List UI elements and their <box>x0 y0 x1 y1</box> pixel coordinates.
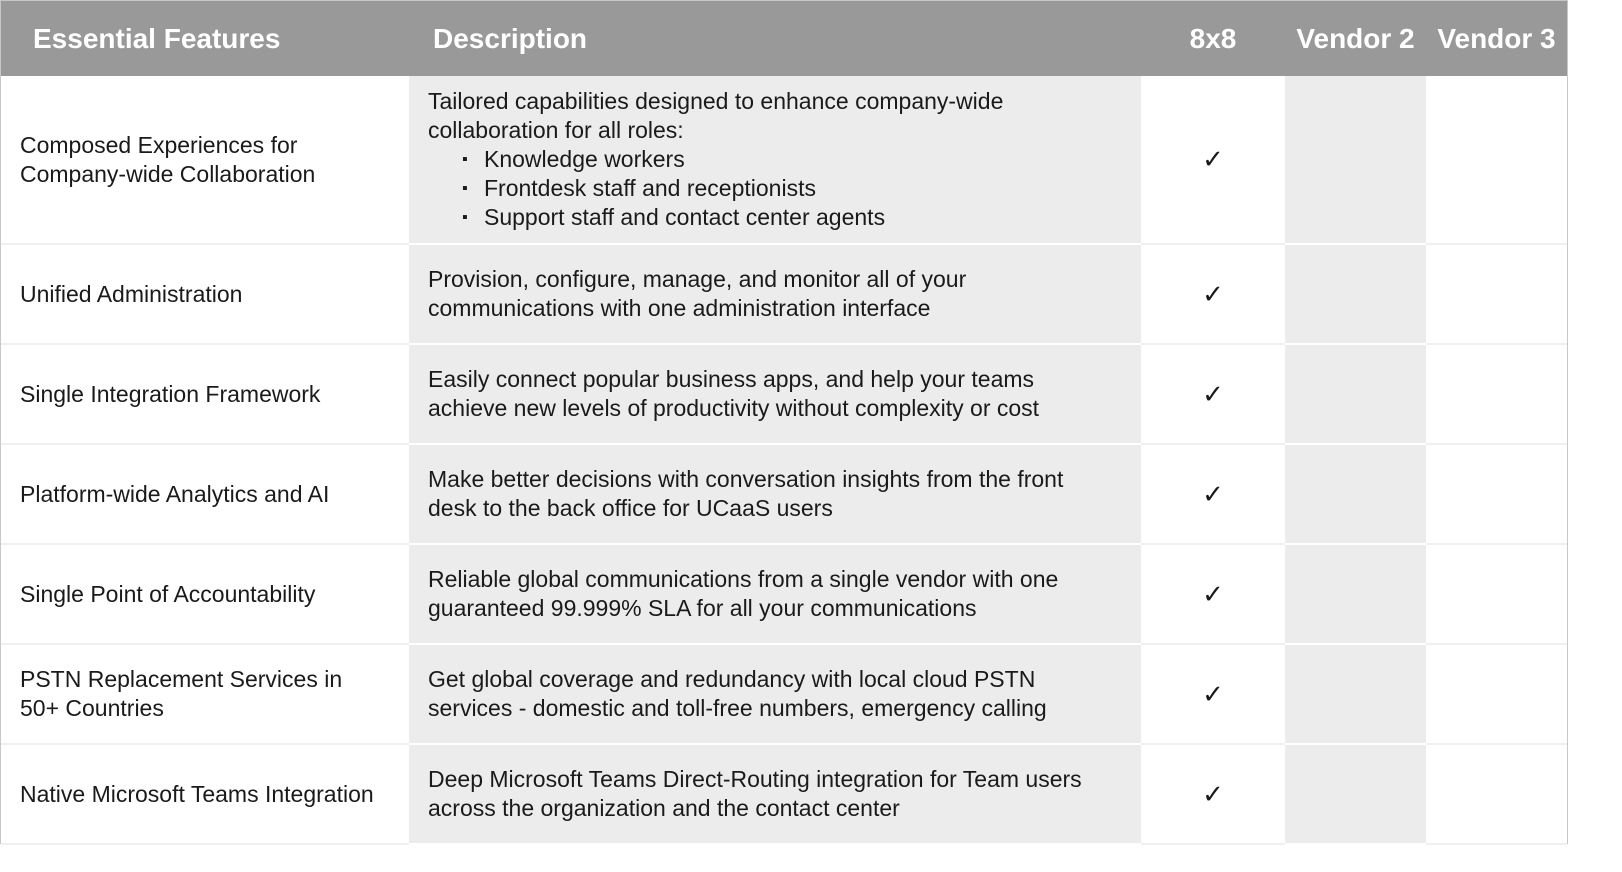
vendor-2-cell <box>1285 744 1426 844</box>
description-cell <box>409 544 1141 644</box>
table-row <box>1 244 1567 344</box>
description-text: Provision, configure, manage, and monitor all of your communications with one administration interface <box>428 266 967 321</box>
description-text: Deep Microsoft Teams Direct-Routing integration for Team users across the organization and the contact center <box>428 766 1082 821</box>
check-icon: ✓ <box>1141 544 1285 644</box>
table-row <box>1 344 1567 444</box>
header-essential-features: Essential Features <box>1 1 409 76</box>
description-text: Make better decisions with conversation insights from the front desk to the back office for UCaaS users <box>428 466 1064 521</box>
list-item: ▪ Knowledge workers <box>484 145 1125 174</box>
feature-label: Unified Administration <box>20 280 243 307</box>
check-icon: ✓ <box>1141 744 1285 844</box>
vendor-2-cell <box>1285 444 1426 544</box>
feature-label: PSTN Replacement Services in 50+ Countries <box>20 666 343 721</box>
vendor-2-cell <box>1285 344 1426 444</box>
description-text: Easily connect popular business apps, and help your teams achieve new levels of productivity without complexity or cost <box>428 366 1040 421</box>
description-cell <box>409 744 1141 844</box>
table-header-row <box>1 1 1567 76</box>
check-icon: ✓ <box>1141 76 1285 244</box>
description-cell <box>409 644 1141 744</box>
check-icon: ✓ <box>1141 644 1285 744</box>
vendor-3-cell <box>1426 344 1567 444</box>
feature-cell <box>1 76 409 244</box>
feature-label: Single Integration Framework <box>20 380 321 407</box>
description-text: Get global coverage and redundancy with local cloud PSTN services - domestic and toll-free numbers, emergency calling <box>428 666 1047 721</box>
feature-label: Platform-wide Analytics and AI <box>20 480 330 507</box>
feature-table <box>1 1 1567 845</box>
list-item: ▪ Frontdesk staff and receptionists <box>484 174 1125 203</box>
feature-label: Native Microsoft Teams Integration <box>20 780 374 807</box>
feature-cell <box>1 544 409 644</box>
vendor-3-cell <box>1426 544 1567 644</box>
feature-cell <box>1 244 409 344</box>
vendor-3-cell <box>1426 744 1567 844</box>
description-text: Tailored capabilities designed to enhance company-wide collaboration for all roles: <box>428 88 1004 143</box>
feature-cell <box>1 644 409 744</box>
role-list <box>428 145 1125 232</box>
check-icon: ✓ <box>1141 444 1285 544</box>
header-vendor-2: Vendor 2 <box>1285 1 1426 76</box>
check-icon: ✓ <box>1141 344 1285 444</box>
vendor-2-cell <box>1285 544 1426 644</box>
feature-cell <box>1 744 409 844</box>
table-row <box>1 544 1567 644</box>
vendor-3-cell <box>1426 644 1567 744</box>
table-row <box>1 76 1567 244</box>
description-cell <box>409 244 1141 344</box>
description-cell <box>409 76 1141 244</box>
vendor-3-cell <box>1426 444 1567 544</box>
vendor-3-cell <box>1426 244 1567 344</box>
description-text: Reliable global communications from a single vendor with one guaranteed 99.999% SLA for all your communications <box>428 566 1059 621</box>
header-description: Description <box>409 1 1141 76</box>
description-cell <box>409 344 1141 444</box>
vendor-2-cell <box>1285 76 1426 244</box>
header-8x8: 8x8 <box>1141 1 1285 76</box>
feature-cell <box>1 444 409 544</box>
feature-label: Composed Experiences for Company-wide Collaboration <box>20 131 316 187</box>
list-item: ▪ Support staff and contact center agents <box>484 203 1125 232</box>
table-row <box>1 744 1567 844</box>
feature-label: Single Point of Accountability <box>20 580 316 607</box>
vendor-2-cell <box>1285 644 1426 744</box>
vendor-2-cell <box>1285 244 1426 344</box>
table-row <box>1 444 1567 544</box>
check-icon: ✓ <box>1141 244 1285 344</box>
vendor-3-cell <box>1426 76 1567 244</box>
description-cell <box>409 444 1141 544</box>
feature-cell <box>1 344 409 444</box>
header-vendor-3: Vendor 3 <box>1426 1 1567 76</box>
table-row <box>1 644 1567 744</box>
